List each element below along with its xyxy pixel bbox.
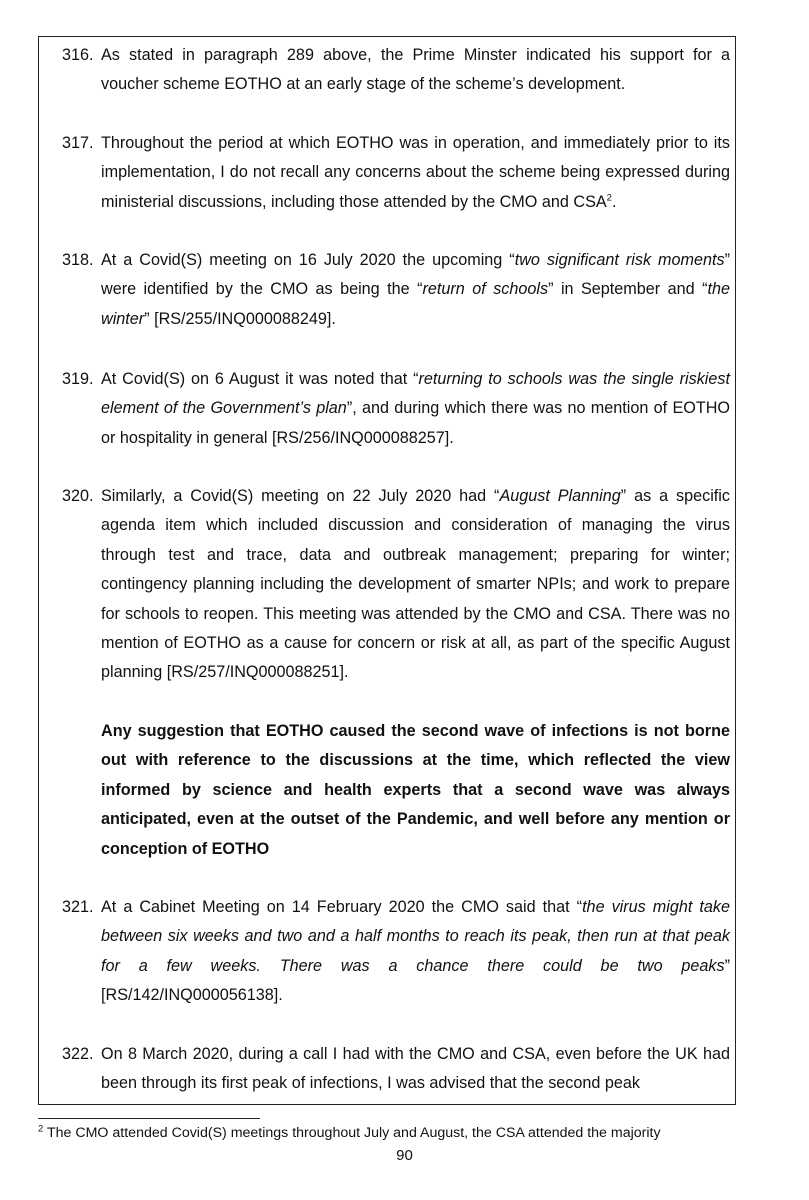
paragraph-number: 318.: [62, 251, 94, 269]
italic-quote: August Planning: [499, 487, 621, 505]
footnote: [38, 1124, 738, 1142]
paragraph-number: 317.: [62, 134, 94, 152]
footnote-marker: 2: [38, 1123, 44, 1135]
text-run: Throughout the period at which EOTHO was in operation, and immediately prior to its implementation, I do not recall any concerns about the scheme being expressed during ministerial discussions, including those attended by the CMO and CSA: [101, 134, 730, 211]
paragraph-text: [101, 365, 730, 453]
paragraph-320: [62, 482, 730, 688]
footnote-separator: [38, 1118, 260, 1119]
text-run: ” in September and “: [548, 280, 708, 299]
paragraph-number: 319.: [62, 370, 94, 388]
text-run: As stated in paragraph 289 above, the Prime Minster indicated his support for a voucher scheme EOTHO at an early stage of the scheme’s development.: [101, 46, 730, 94]
paragraph-text: [101, 1040, 730, 1099]
text-run: ” were identified by the CMO as being the “: [101, 251, 730, 299]
paragraph-317: [62, 129, 730, 217]
paragraph-number: 320.: [62, 487, 94, 505]
text-run: At Covid(S) on 6 August it was noted that “: [101, 370, 419, 388]
paragraph-text: [101, 246, 730, 334]
text-run: At a Cabinet Meeting on 14 February 2020 the CMO said that “: [101, 898, 583, 916]
text-run: ”, and during which there was no mention of EOTHO or hospitality in general [RS/256/INQ000088257].: [101, 399, 730, 447]
bold-statement: Any suggestion that EOTHO caused the second wave of infections is not borne out with reference to the discussions at the time, which reflected the view informed by science and health experts that a second wave was always anticipated, even at the outset of the Pandemic, and well before any mention or conception of EOTHO: [101, 722, 730, 858]
paragraph-319: [62, 365, 730, 453]
text-run: .: [611, 192, 617, 211]
paragraph-text: [101, 41, 730, 100]
text-run: ” [RS/255/INQ000088249].: [144, 309, 336, 328]
paragraph-321: [62, 893, 730, 1011]
paragraph-text: [101, 129, 730, 217]
paragraph-text: [101, 893, 730, 1011]
footnote-reference: 2: [606, 192, 612, 204]
italic-quote: return of schools: [422, 280, 549, 299]
text-run: ” as a specific agenda item which included discussion and consideration of managing the virus through test and trace, data and outbreak management; preparing for winter; contingency planning including the development of smarter NPIs; and work to prepare for schools to reopen. This meeting was attended by the CMO and CSA. There was no mention of EOTHO as a cause for concern or risk at all, as part of the specific August planning [RS/257/INQ000088251].: [101, 487, 730, 682]
text-run: At a Covid(S) meeting on 16 July 2020 the upcoming “: [101, 251, 515, 269]
paragraph-number: 316.: [62, 46, 94, 64]
italic-quote: two significant risk moments: [514, 251, 725, 269]
paragraph-322: [62, 1040, 730, 1099]
paragraph-316: [62, 41, 730, 100]
footnote-text: The CMO attended Covid(S) meetings throughout July and August, the CSA attended the majority: [43, 1125, 661, 1141]
text-run: ” [RS/142/INQ000056138].: [101, 956, 730, 1005]
italic-quote: returning to schools was the single riskiest element of the Government’s plan: [101, 370, 730, 418]
text-run: Similarly, a Covid(S) meeting on 22 July 2020 had “: [101, 487, 500, 505]
italic-quote: the virus might take between six weeks and two and a half months to reach its peak, then run at that peak for a few weeks. There was a chance there could be two peaks: [101, 898, 730, 975]
italic-quote: the winter: [101, 280, 731, 328]
text-run: On 8 March 2020, during a call I had with the CMO and CSA, even before the UK had been through its first peak of infections, I was advised that the second peak: [101, 1045, 730, 1093]
paragraph-318: [62, 246, 730, 334]
page-number: 90: [396, 1147, 413, 1164]
paragraph-number: 322.: [62, 1045, 94, 1063]
paragraph-text: [101, 482, 730, 688]
paragraph-number: 321.: [62, 898, 94, 916]
